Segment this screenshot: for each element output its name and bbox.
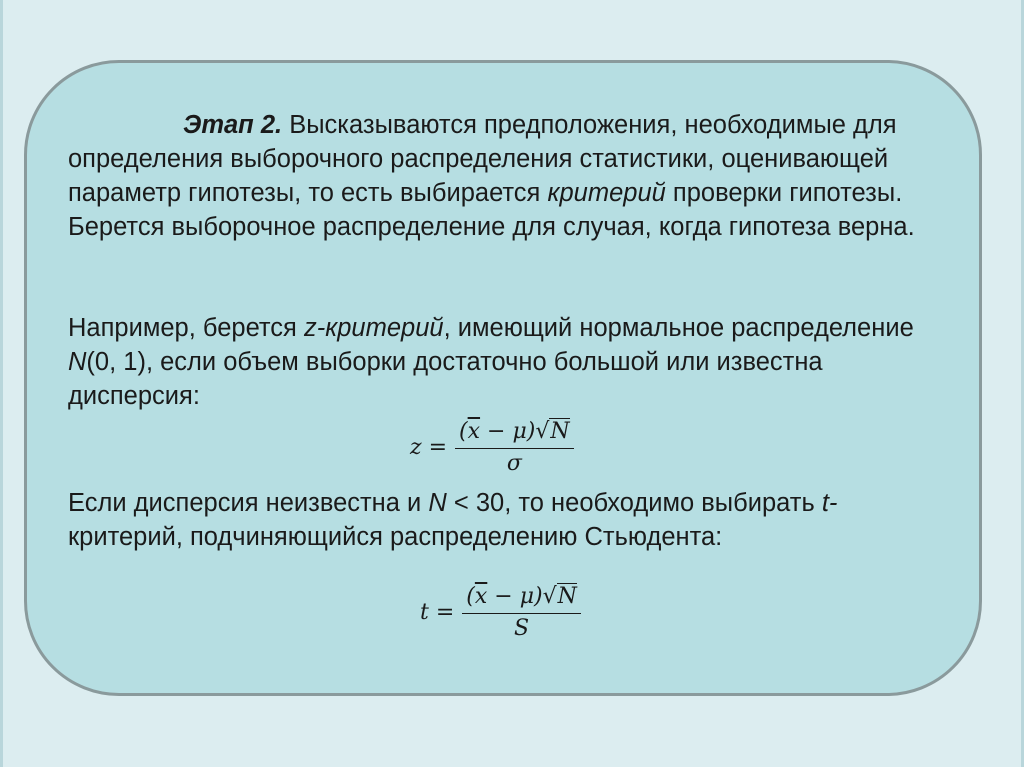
stage-paragraph bbox=[68, 108, 938, 244]
uv-text-3: критерий, подчиняющийся распределению Стьюдента: bbox=[68, 523, 723, 551]
z-open-paren: ( bbox=[459, 419, 468, 444]
t-minus-mu: − μ) bbox=[487, 584, 543, 609]
example-z-criterion: z-критерий bbox=[303, 314, 444, 342]
example-text-1: Например, берется bbox=[68, 314, 304, 342]
t-formula-numerator bbox=[462, 584, 581, 613]
example-paragraph bbox=[68, 311, 938, 413]
stage-text-1: Высказываются предположения, необходимые для определения выборочного распределения статистики, оценивающей параметр гипотезы, то есть выбирается bbox=[68, 111, 897, 207]
z-formula-fraction bbox=[455, 419, 574, 476]
example-text-3: (0, 1), если объем выборки достаточно большой или известна дисперсия: bbox=[68, 348, 823, 410]
t-open-paren: ( bbox=[466, 584, 475, 609]
stage-label: Этап 2. bbox=[183, 111, 283, 139]
example-text-2: , имеющий нормальное распределение bbox=[443, 314, 914, 342]
z-formula bbox=[410, 419, 574, 476]
t-xbar: $\overline{x}$ bbox=[474, 584, 488, 609]
z-radicand: N bbox=[550, 419, 570, 444]
uv-n: N bbox=[428, 489, 447, 517]
stage-text-2: проверки гипотезы. Берется выборочное распределение для случая, когда гипотеза верна. bbox=[68, 179, 915, 241]
stage-criterion: критерий bbox=[547, 179, 666, 207]
t-sqrt-sign: √ bbox=[542, 584, 557, 609]
uv-text-2: < 30, то необходимо выбирать bbox=[446, 489, 822, 517]
uv-text-1: Если дисперсия неизвестна и bbox=[68, 489, 429, 517]
uv-t: t- bbox=[821, 489, 838, 517]
z-minus-mu: − μ) bbox=[480, 419, 536, 444]
unknown-variance-paragraph bbox=[68, 486, 938, 554]
t-radicand: N bbox=[557, 584, 577, 609]
z-xbar: $\overline{x}$ bbox=[467, 419, 481, 444]
example-n: N bbox=[68, 348, 87, 376]
t-formula-fraction bbox=[462, 584, 581, 641]
z-formula-lhs: z = bbox=[410, 435, 448, 460]
z-formula-numerator bbox=[455, 419, 574, 448]
t-formula-lhs: t = bbox=[420, 600, 455, 625]
t-formula bbox=[420, 584, 581, 641]
z-formula-denominator: σ bbox=[506, 451, 522, 476]
z-sqrt-sign: √ bbox=[535, 419, 550, 444]
t-formula-denominator: S bbox=[514, 616, 530, 641]
